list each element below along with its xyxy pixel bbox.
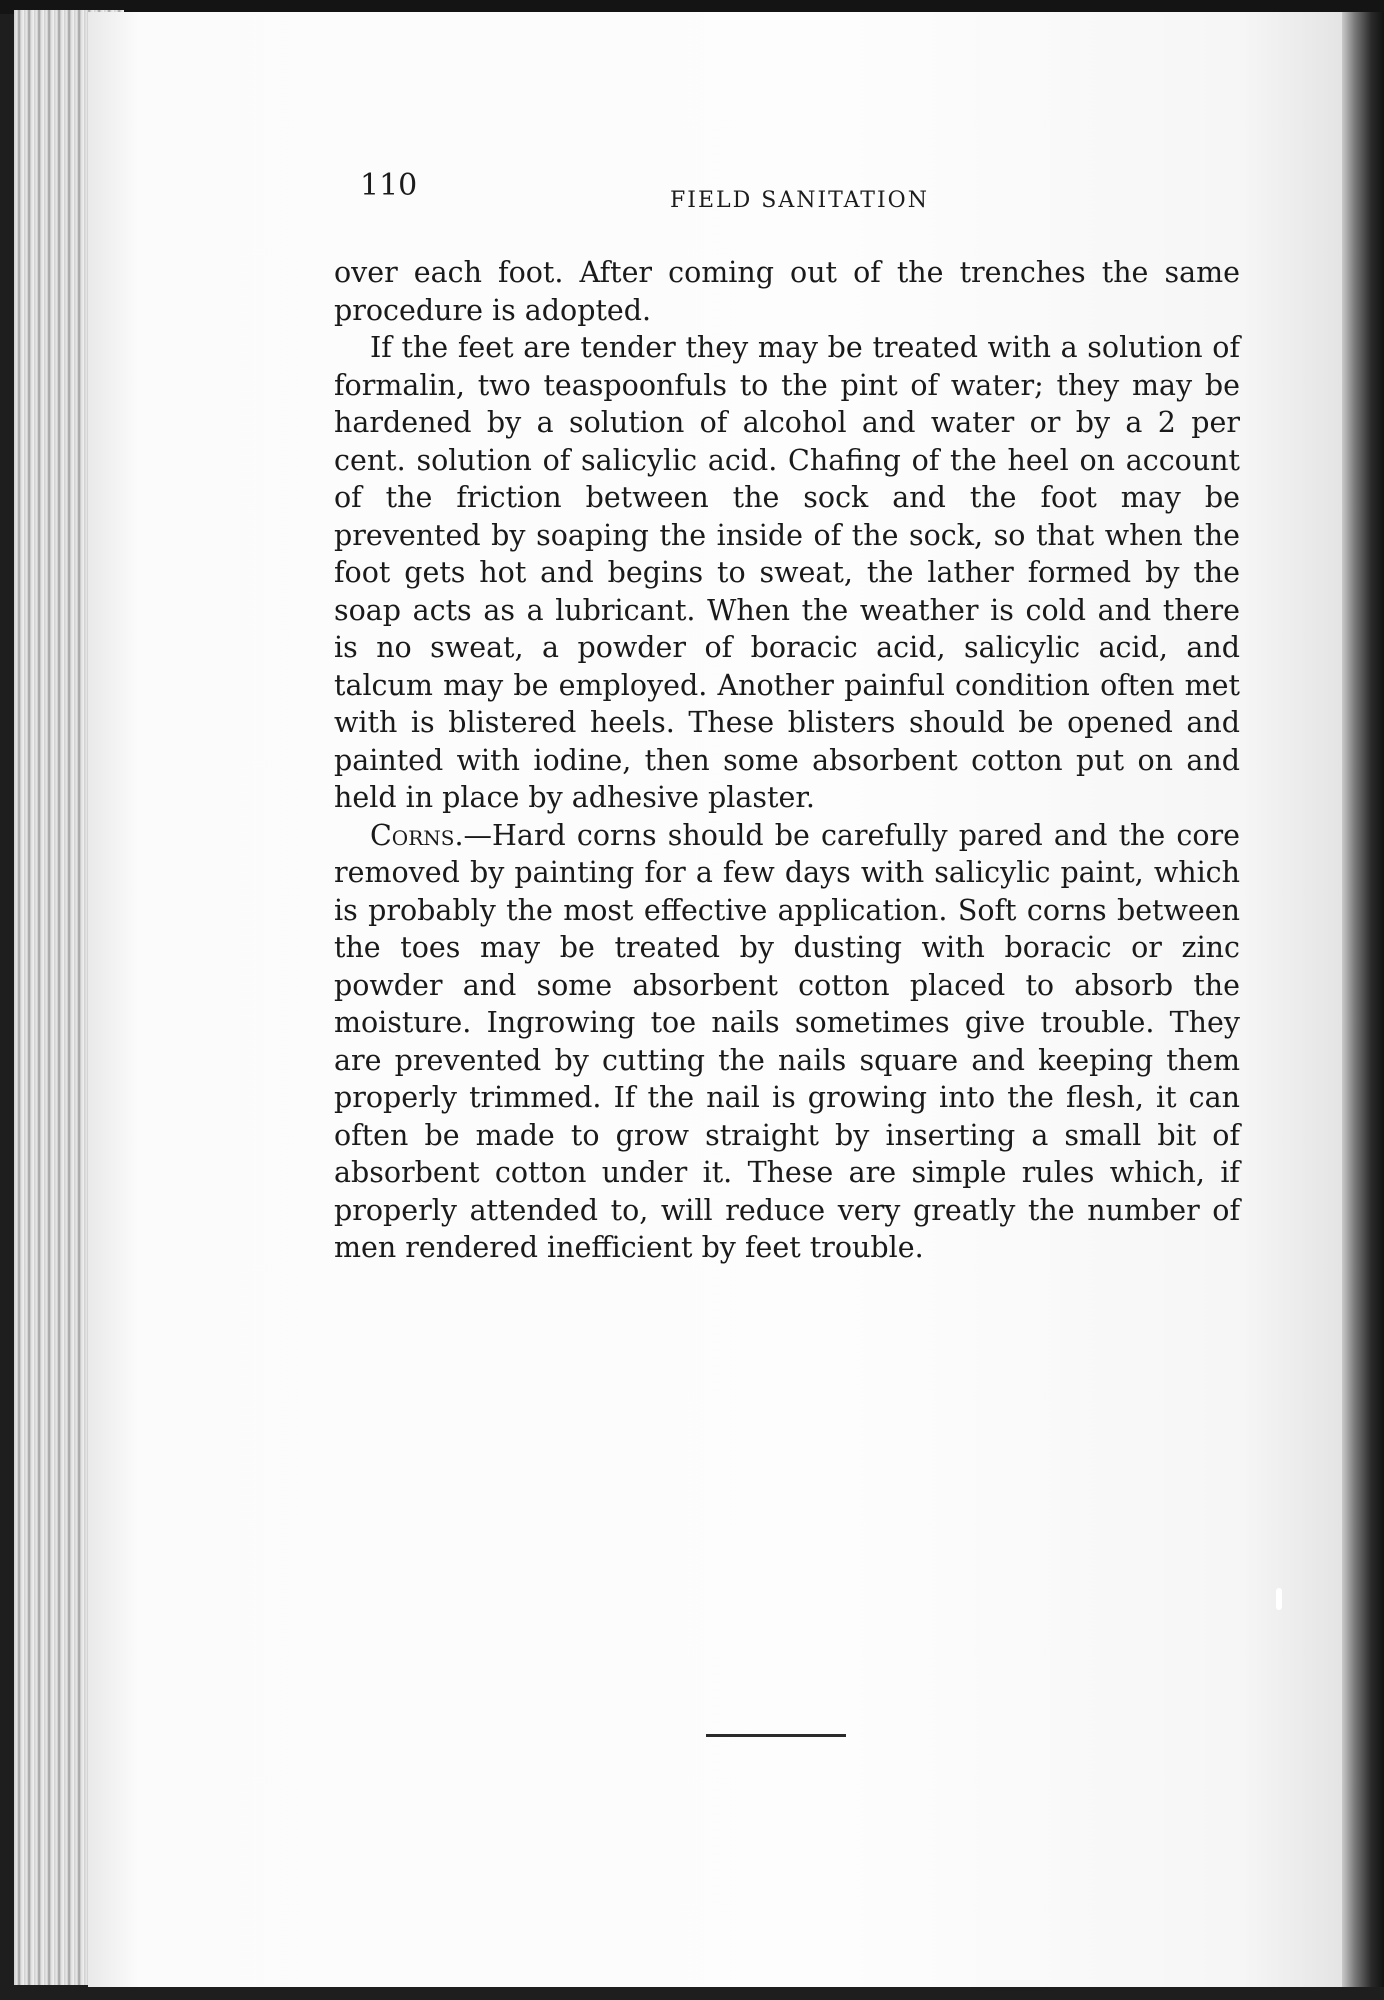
scan-right-edge — [1342, 12, 1384, 1987]
section-end-rule — [706, 1734, 846, 1737]
page-number: 110 — [360, 168, 418, 203]
paragraph-continuation: over each foot. After coming out of the trenches the same procedure is adopted. — [334, 256, 1240, 327]
scan-speck — [1276, 1588, 1282, 1610]
running-head: FIELD SANITATION — [670, 188, 929, 213]
corns-heading: Corns. — [370, 818, 464, 852]
corns-text: —Hard corns should be carefully pared and the core removed by painting for a few days with salicylic paint, which is probably the most effective application. Soft corns between the toes may be treated by dusting with boracic or zinc powder and some absorbent cotton placed to absorb the moisture. Ingrowing toe nails sometimes give trouble. They are prevented by cutting the nails square and keeping them properly trimmed. If the nail is growing into the flesh, it can often be made to grow straight by inserting a small bit of absorbent cotton under it. These are simple rules which, if properly attended to, will reduce very greatly the number of men rendered inefficient by feet trouble. — [334, 818, 1240, 1264]
paragraph-corns — [334, 817, 1240, 1267]
body-text — [334, 254, 1240, 1267]
paragraph-feet-treatment: If the feet are tender they may be treated with a solution of formalin, two teaspoonfuls to the pint of water; they may be hardened by a solution of alcohol and water or by a 2 per cent. solution of salicylic acid. Chafing of the heel on account of the friction between the sock and the foot may be prevented by soaping the inside of the sock, so that when the foot gets hot and begins to sweat, the lather formed by the soap acts as a lubricant. When the weather is cold and there is no sweat, a powder of boracic acid, salicylic acid, and talcum may be employed. Another painful condition often met with is blistered heels. These blisters should be opened and painted with iodine, then some absorbent cotton put on and held in place by adhesive plaster. — [334, 331, 1240, 814]
